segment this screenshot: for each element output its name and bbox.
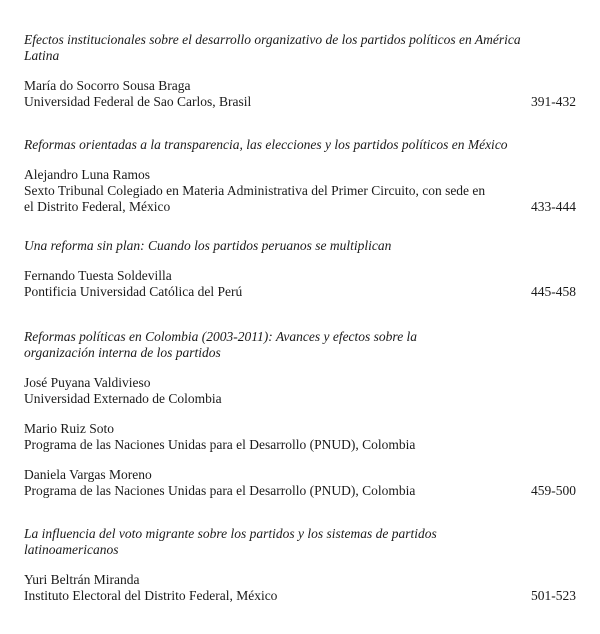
author-name: Alejandro Luna Ramos [24,167,150,182]
author-affiliation: Programa de las Naciones Unidas para el Desarrollo (PNUD), Colombia [24,437,416,452]
entry-title: Reformas políticas en Colombia (2003-2011): Avances y efectos sobre la organización interna de los partidos [24,329,418,360]
author-affiliation: Universidad Externado de Colombia [24,391,222,406]
author-block [24,268,576,300]
author-affiliation: Universidad Federal de Sao Carlos, Brasil [24,94,252,109]
toc-entry [24,329,576,499]
author-block [24,421,576,453]
entry-title: Una reforma sin plan: Cuando los partidos peruanos se multiplican [24,238,392,253]
author-name: Fernando Tuesta Soldevilla [24,268,172,283]
author-name: Daniela Vargas Moreno [24,467,152,482]
author-block [24,467,576,499]
author-affiliation: Programa de las Naciones Unidas para el Desarrollo (PNUD), Colombia [24,483,416,498]
author-affiliation: Instituto Electoral del Distrito Federal, México [24,588,278,603]
author-block [24,375,576,407]
toc-entry [24,238,576,300]
author-block [24,167,576,215]
entry-title: Reformas orientadas a la transparencia, las elecciones y los partidos políticos en México [24,137,508,152]
toc-entry [24,32,576,110]
author-block [24,572,576,604]
author-name: María do Socorro Sousa Braga [24,78,191,93]
author-affiliation: Sexto Tribunal Colegiado en Materia Administrativa del Primer Circuito, con sede en el Distrito Federal, México [24,183,486,214]
page-range: 391-432 [531,94,576,109]
entry-title: Efectos institucionales sobre el desarrollo organizativo de los partidos políticos en América Latina [24,32,521,63]
page-range: 445-458 [531,284,576,299]
author-block [24,78,576,110]
author-name: Mario Ruiz Soto [24,421,114,436]
page-range: 433-444 [531,199,576,214]
author-affiliation: Pontificia Universidad Católica del Perú [24,284,243,299]
page-range: 501-523 [531,588,576,603]
toc-entry [24,526,576,604]
author-name: Yuri Beltrán Miranda [24,572,140,587]
toc-entry [24,137,576,215]
entry-title: La influencia del voto migrante sobre los partidos y los sistemas de partidos latinoamericanos [24,526,437,557]
author-name: José Puyana Valdivieso [24,375,151,390]
page-range: 459-500 [531,483,576,498]
